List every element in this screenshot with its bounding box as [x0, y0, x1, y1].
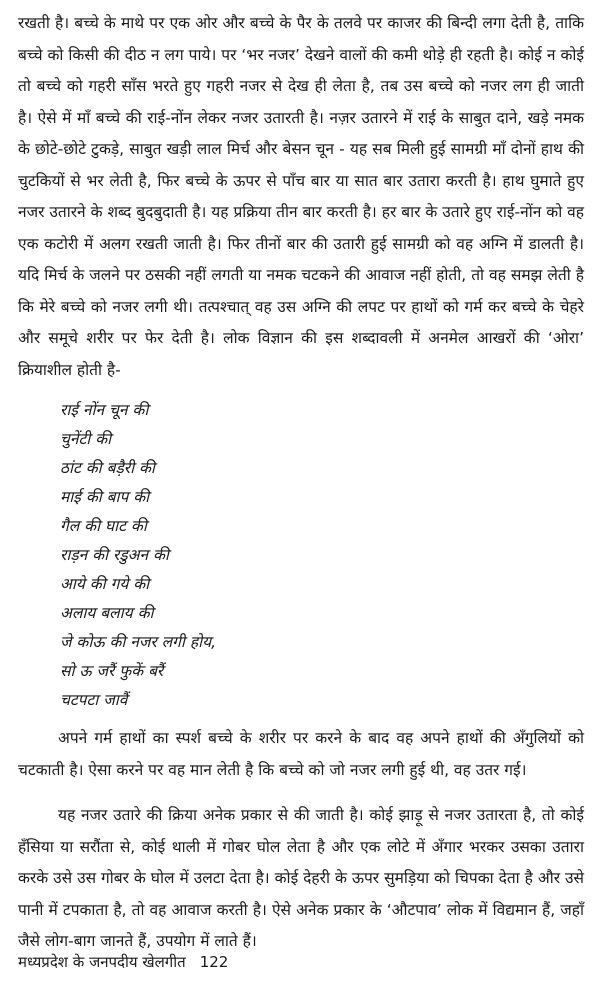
paragraph-1: रखती है। बच्चे के माथे पर एक ओर और बच्चे के पैर के तलवे पर काजर की बिन्दी लगा देती है, ताकि बच्चे को किसी की दीठ न लग पाये। पर ‘भर नजर’ देखने वालों की कमी थोड़े ही रहती है। कोई न कोई तो बच्चे को गहरी साँस भरते हुए गहरी नजर से देख ही लेता है, तब उस बच्चे को नजर लग ही जाती है। ऐसे में माँ बच्चे की राई-नोंन लेकर नजर उतारती है। नज़र उतारने में राई के साबुत दाने, खड़े नमक के छोटे-छोटे टुकड़े, साबुत खड़ी लाल मिर्च और बेसन चून - यह सब मिली हुई सामग्री माँ दोनों हाथ की चुटकियों से भर लेती है, फिर बच्चे के ऊपर से पाँच बार या सात बार उतारा करती है। हाथ घुमाते हुए नजर उतारने के शब्द बुदबुदाती है। यह प्रक्रिया तीन बार करती है। हर बार के उतारे हुए राई-नोंन को वह एक कटोरी में अलग रखती जाती है। फिर तीनों बार की उतारी हुई सामग्री को वह अग्नि में डालती है। यदि मिर्च के जलने पर ठसकी नहीं लगती या नमक चटकने की आवाज नहीं होती, तो वह समझ लेती है कि मेरे बच्चे को नजर लगी थी। तत्पश्चात्‌ वह उस अग्नि की लपट पर हाथों को गर्म कर बच्चे के चेहरे और समूचे शरीर पर फेर देती है। लोक विज्ञान की इस शब्दावली में अनमेल आखरों की ‘ओरा’ क्रियाशील होती है- [18, 14, 584, 379]
verse-line-2: चुनेंटी की [60, 430, 112, 448]
page-footer [18, 952, 228, 972]
verse-line-5: गैल की घाट की [60, 517, 147, 535]
page-number: 122 [199, 953, 229, 971]
verse-line-1: राई नोंन चून की [60, 401, 149, 419]
paragraph-2: अपने गर्म हाथों का स्पर्श बच्चे के शरीर पर करने के बाद वह अपने हाथों की अँगुलियों को चटकाती है। ऐसा करने पर वह मान लेती है कि बच्चे को जो नजर लगी हुई थी, वह उतर गई। [18, 729, 584, 779]
verse-line-7: आये की गये की [60, 575, 150, 593]
folk-verse [60, 396, 584, 715]
verse-line-4: माई की बाप की [60, 488, 150, 506]
verse-line-11: चटपटा जावैं [60, 691, 128, 709]
verse-line-6: राड़न की रडुअन की [60, 546, 169, 564]
paragraph-gap [18, 786, 584, 800]
page-body [18, 8, 584, 958]
paragraph-3: यह नजर उतारे की क्रिया अनेक प्रकार से की जाती है। कोई झाड़ू से नजर उतारता है, तो कोई हँसिया या सरौंता से, कोई थाली में गोबर घोल लेता है और एक लोटे में अँगार भरकर उसका उतारा करके उसे उस गोबर के घोल में उलटा देता है। कोई देहरी के ऊपर सुमड़िया को चिपका देता है और उसे पानी में टपकाता है, तो वह आवाज करती है। ऐसे अनेक प्रकार के ‘औटपाव’ लोक में विद्यमान हैं, जहाँ जैसे लोग-बाग जानते हैं, उपयोग में लाते हैं। [18, 806, 584, 950]
verse-line-9: जे कोऊ की नजर लगी होय, [60, 633, 216, 651]
verse-line-8: अलाय बलाय की [60, 604, 154, 622]
verse-line-10: सो ऊ जरैं फुकें बरैं [60, 662, 164, 680]
book-title: मध्यप्रदेश के जनपदीय खेलगीत [18, 953, 186, 971]
verse-line-3: ठांट की बड़ैरी की [60, 459, 155, 477]
